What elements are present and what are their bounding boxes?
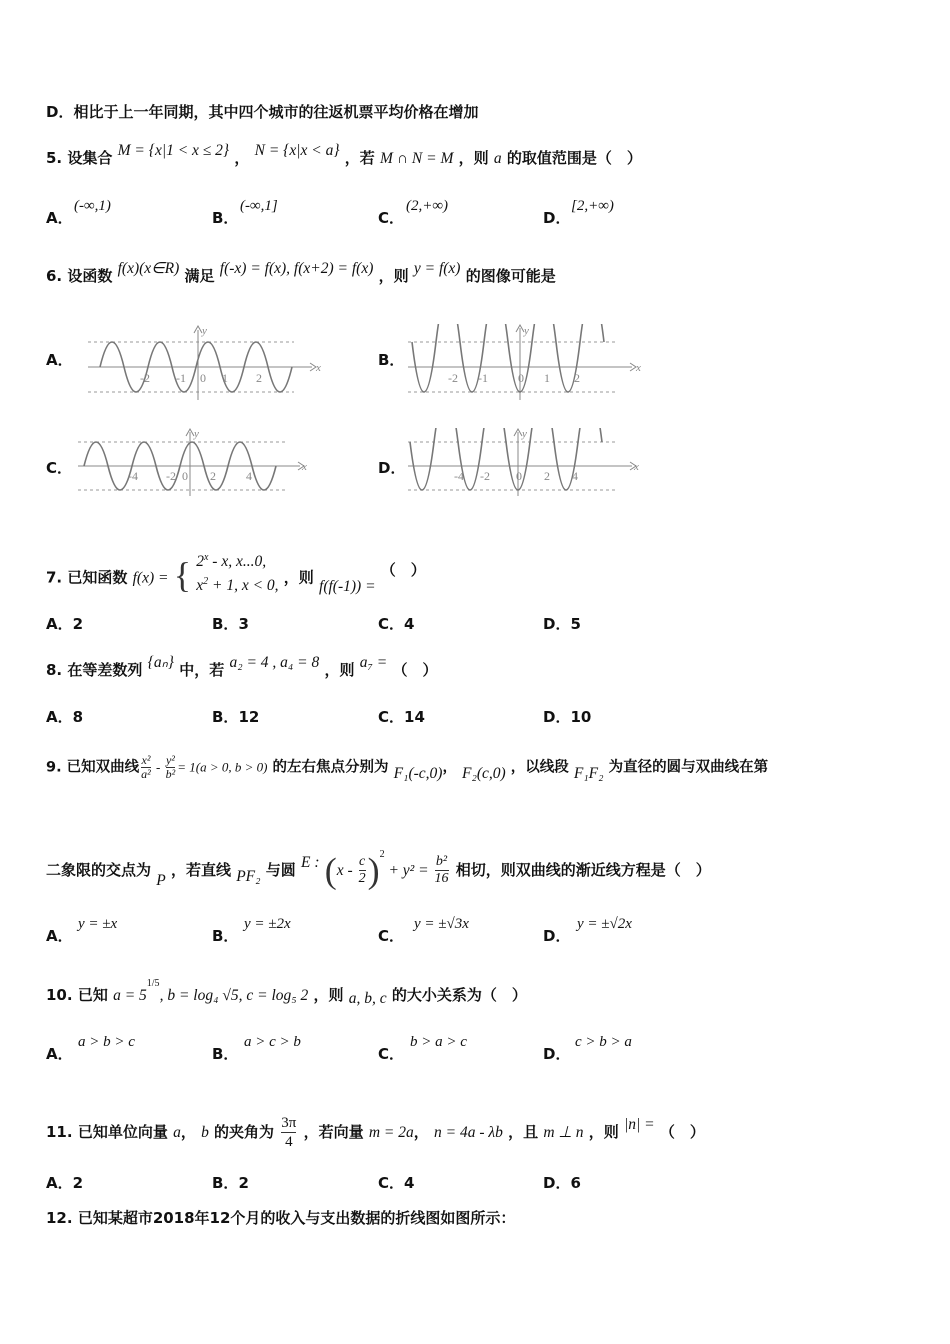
tick-label: 0 <box>182 469 188 483</box>
question-number: 12. <box>46 1209 73 1227</box>
option-value: y = ±√3x <box>414 916 469 932</box>
bc-definition: , b = log₄ √5, c = log₅ 2 <box>159 987 309 1004</box>
fraction-c-2 <box>359 854 366 887</box>
tick-label: -2 <box>140 371 150 385</box>
question-text: 满足 <box>184 267 215 285</box>
question-text: 的图像可能是 <box>465 267 556 285</box>
q11-option-b[interactable] <box>212 1173 249 1193</box>
tick-label: -1 <box>176 371 186 385</box>
question-text: ，则 <box>378 267 409 285</box>
numerator: x² <box>141 753 151 767</box>
option-value: 5 <box>570 615 581 633</box>
numerator: y² <box>165 753 175 767</box>
question-text: 中，若 <box>179 661 225 679</box>
q9-option-c[interactable] <box>378 916 469 946</box>
option-label: D． <box>543 1174 571 1192</box>
question-text: 已知 <box>77 986 108 1004</box>
option-label: A． <box>46 351 73 369</box>
option-value: (2,+∞) <box>406 198 449 214</box>
option-label: D． <box>543 209 571 227</box>
condition: f(-x) = f(x), f(x+2) = f(x) <box>219 260 374 277</box>
question-9 <box>46 754 768 781</box>
question-text: ，若向量 <box>303 1123 364 1141</box>
graph-d <box>404 428 644 498</box>
axis-label-x: x <box>634 461 639 473</box>
exponent: x <box>203 552 209 563</box>
option-label: A． <box>46 1174 73 1192</box>
question-7 <box>46 554 426 602</box>
tick-label: 1 <box>222 371 228 385</box>
option-value: 4 <box>404 615 415 633</box>
option-value: a > b > c <box>78 1034 135 1050</box>
question-text: 与圆 <box>265 861 296 879</box>
question-text: 在等差数列 <box>67 661 143 679</box>
option-value: 10 <box>570 708 592 726</box>
question-number: 6. <box>46 267 63 285</box>
tick-label: 1 <box>544 371 550 385</box>
axis-label-x: x <box>302 461 307 473</box>
function: y = f(x) <box>413 260 461 277</box>
magnitude-n: |n| = <box>624 1116 655 1133</box>
question-12 <box>46 1208 515 1228</box>
denominator: b² <box>165 767 176 781</box>
fraction-y2-b2 <box>166 754 176 781</box>
fraction-b2-16 <box>435 854 449 887</box>
paren-close-icon: ) <box>367 850 380 891</box>
axis-label-x: x <box>636 362 641 374</box>
vector-m: m = 2a <box>368 1124 414 1141</box>
question-10 <box>46 978 527 1008</box>
option-label: D． <box>378 459 406 477</box>
option-value: 2 <box>238 1174 249 1192</box>
q7-option-c[interactable] <box>378 614 414 634</box>
tick-label: 2 <box>544 469 550 483</box>
tick-label: -4 <box>128 469 138 483</box>
option-value: b > a > c <box>410 1034 467 1050</box>
option-label: C． <box>378 1045 405 1063</box>
option-label: D． <box>543 1045 571 1063</box>
option-label: B． <box>212 708 239 726</box>
option-label: B． <box>212 1045 239 1063</box>
circle-name: E : <box>301 854 320 871</box>
question-number: 5. <box>46 149 63 167</box>
option-label: D． <box>543 615 571 633</box>
option-label: A． <box>46 209 73 227</box>
q5-option-d[interactable] <box>543 198 614 228</box>
question-text: 的左右焦点分别为 <box>272 759 389 776</box>
option-label: C． <box>378 1174 405 1192</box>
vector-n: n = 4a - λb <box>434 1124 503 1141</box>
question-text: ，则 <box>283 568 314 587</box>
question-text: 已知某超市2018年12个月的收入与支出数据的折线图如图所示： <box>77 1209 516 1227</box>
q7-option-d[interactable] <box>543 614 581 634</box>
tick-label: -2 <box>166 469 176 483</box>
point-p: P <box>156 872 166 889</box>
option-value: a > c > b <box>244 1034 301 1050</box>
option-label: C． <box>378 927 405 945</box>
q11-option-a[interactable] <box>46 1173 83 1193</box>
circle-term: + y² = <box>384 862 433 879</box>
question-text: （ ） <box>380 560 426 579</box>
question-text: ，则 <box>588 1123 619 1141</box>
question-number: 9. <box>46 759 62 776</box>
tick-label: -4 <box>454 469 464 483</box>
numerator: c <box>358 854 366 869</box>
question-text: 设函数 <box>67 267 113 285</box>
option-value: 4 <box>404 1174 415 1192</box>
option-label: A． <box>46 927 73 945</box>
set-n: N = {x|x < a} <box>254 142 340 159</box>
case-2 <box>196 575 278 599</box>
tick-label: 4 <box>246 469 252 483</box>
case-rest: - x, x...0, <box>208 553 267 570</box>
option-label: C． <box>378 615 405 633</box>
question-number: 10. <box>46 986 73 1004</box>
question-5 <box>46 142 642 169</box>
question-number: 8. <box>46 661 63 679</box>
option-value: c > b > a <box>575 1034 632 1050</box>
axis-label-y: y <box>194 428 199 440</box>
tick-label: 2 <box>210 469 216 483</box>
equation-rhs: = 1(a > 0, b > 0) <box>177 759 268 775</box>
option-label: B． <box>212 927 239 945</box>
piecewise-cases <box>196 551 278 599</box>
graph-a <box>84 324 324 402</box>
option-value: 8 <box>72 708 84 726</box>
q9-option-d[interactable] <box>543 916 632 946</box>
condition: a₂ = 4 , a₄ = 8 <box>229 654 320 671</box>
question-text: 相切，则双曲线的渐近线方程是（ ） <box>455 861 711 879</box>
option-label: D． <box>46 103 74 121</box>
q10-option-b[interactable] <box>212 1034 301 1064</box>
q6-option-a[interactable] <box>46 350 73 370</box>
option-value: y = ±2x <box>244 916 291 932</box>
question-text: 的夹角为 <box>214 1123 275 1141</box>
question-text: ，则 <box>324 661 355 679</box>
question-text: 的取值范围是（ ） <box>506 149 642 167</box>
question-number: 11. <box>46 1123 73 1141</box>
question-text: ，以线段 <box>510 759 569 776</box>
exponent: 2 <box>379 849 385 860</box>
question-text: 二象限的交点为 <box>46 861 152 879</box>
tick-label: 0 <box>516 469 522 483</box>
base: 2 <box>196 553 204 570</box>
a-definition: a = 5 <box>113 987 147 1004</box>
option-value: y = ±x <box>78 916 118 932</box>
axis-label-y: y <box>522 428 527 440</box>
vector-b: b <box>201 1124 209 1141</box>
q11-option-d[interactable] <box>543 1173 581 1193</box>
question-text: 的大小关系为（ ） <box>391 986 527 1004</box>
exponent: 2 <box>203 576 209 587</box>
question-text: 已知单位向量 <box>77 1123 168 1141</box>
q5-option-b[interactable] <box>212 198 278 228</box>
option-label: C． <box>378 708 405 726</box>
expression: f(f(-1)) = <box>319 577 376 595</box>
set-m: M = {x|1 < x ≤ 2} <box>117 142 230 159</box>
question-6 <box>46 260 556 287</box>
question-text: ，若直线 <box>170 861 231 879</box>
q8-option-d[interactable] <box>543 707 591 727</box>
option-value: 6 <box>570 1174 581 1192</box>
option-value: y = ±√2x <box>577 916 632 932</box>
option-label: B． <box>212 615 239 633</box>
punct: ， <box>234 149 250 167</box>
q9-option-b[interactable] <box>212 916 291 946</box>
paren-open-icon: ( <box>324 850 337 891</box>
option-label: A． <box>46 1045 73 1063</box>
segment: F₁F₂ <box>573 764 604 782</box>
punct: ， <box>180 1123 196 1141</box>
tick-label: 0 <box>200 371 206 385</box>
option-value: 12 <box>238 708 260 726</box>
fraction-angle <box>281 1114 296 1151</box>
case-rest: + 1, x < 0, <box>208 577 279 594</box>
option-label: A． <box>46 615 73 633</box>
sequence: {aₙ} <box>147 654 174 671</box>
brace-icon: { <box>173 555 191 595</box>
focus-2: F₂(c,0) <box>462 764 506 782</box>
q6-option-d[interactable] <box>378 458 405 478</box>
question-text: ，则 <box>458 149 489 167</box>
q6-option-b[interactable] <box>378 350 404 370</box>
question-text: ，则 <box>313 986 344 1004</box>
q10-option-c[interactable] <box>378 1034 467 1064</box>
question-text: 已知双曲线 <box>66 759 140 776</box>
q10-option-d[interactable] <box>543 1034 632 1064</box>
axis-label-y: y <box>202 325 207 337</box>
question-number: 7. <box>46 568 63 587</box>
vector-a: a <box>173 1124 181 1141</box>
q8-option-a[interactable] <box>46 707 83 727</box>
option-value: 2 <box>72 615 84 633</box>
target: a₇ = <box>359 654 388 671</box>
tick-label: -2 <box>480 469 490 483</box>
denominator: 16 <box>434 871 449 886</box>
tick-label: 2 <box>256 371 262 385</box>
punct: ， <box>442 759 457 776</box>
exponent: 1/5 <box>146 978 160 989</box>
q8-option-b[interactable] <box>212 707 259 727</box>
tick-label: -2 <box>448 371 458 385</box>
question-text: ，且 <box>508 1123 539 1141</box>
case-1 <box>196 551 278 575</box>
axis-label-x: x <box>316 362 321 374</box>
operator: - <box>152 759 164 775</box>
question-text: 为直径的圆与双曲线在第 <box>608 759 769 776</box>
question-11 <box>46 1114 705 1151</box>
option-label: D． <box>543 927 571 945</box>
q7-option-a[interactable] <box>46 614 83 634</box>
q6-option-c[interactable] <box>46 458 72 478</box>
condition: M ∩ N = M <box>380 150 454 167</box>
focus-1: F₁(-c,0) <box>393 764 443 782</box>
question-8 <box>46 654 438 681</box>
variables: a, b, c <box>348 990 387 1007</box>
denominator: 2 <box>358 871 366 886</box>
option-label: D． <box>543 708 571 726</box>
denominator: 4 <box>285 1134 293 1150</box>
denominator: a² <box>141 767 151 781</box>
q5-option-c[interactable] <box>378 198 449 228</box>
option-value: (-∞,1) <box>74 198 111 214</box>
option-label: B． <box>378 351 405 369</box>
tick-label: 0 <box>518 371 524 385</box>
circle-term: x - <box>336 862 357 879</box>
fraction-x2-a2 <box>141 754 151 781</box>
q11-option-c[interactable] <box>378 1173 414 1193</box>
tick-label: -1 <box>478 371 488 385</box>
question-text: 设集合 <box>67 149 113 167</box>
tick-label: 2 <box>574 371 580 385</box>
option-label: C． <box>378 209 405 227</box>
q7-option-b[interactable] <box>212 614 249 634</box>
numerator: 3π <box>281 1115 297 1131</box>
question-text: 已知函数 <box>67 568 128 587</box>
numerator: b² <box>435 854 448 869</box>
option-value: 2 <box>72 1174 84 1192</box>
graph-b <box>404 324 644 402</box>
option-value: 3 <box>238 615 249 633</box>
base: x <box>196 577 204 594</box>
tick-label: 4 <box>572 469 578 483</box>
variable: a <box>493 150 502 167</box>
option-label: B． <box>212 1174 239 1192</box>
graph-c <box>74 428 314 498</box>
option-label: B． <box>212 209 239 227</box>
question-text: （ ） <box>659 1123 705 1141</box>
line-pf2: PF₂ <box>236 868 261 885</box>
option-value: (-∞,1] <box>240 198 278 214</box>
option-value: [2,+∞) <box>571 198 614 214</box>
punct: ， <box>413 1123 429 1141</box>
q8-option-c[interactable] <box>378 707 425 727</box>
q10-option-a[interactable] <box>46 1034 135 1064</box>
q5-option-a[interactable] <box>46 198 111 228</box>
option-value: 14 <box>404 708 425 726</box>
q9-option-a[interactable] <box>46 916 118 946</box>
perpendicular-condition: m ⊥ n <box>543 1124 584 1141</box>
question-text: （ ） <box>392 661 438 679</box>
option-label: A． <box>46 708 73 726</box>
q4-option-d <box>46 102 478 122</box>
axis-label-y: y <box>524 325 529 337</box>
function: f(x)(x∈R) <box>117 260 180 277</box>
option-text: 相比于上一年同期，其中四个城市的往返机票平均价格在增加 <box>73 103 479 121</box>
option-label: C． <box>46 459 73 477</box>
question-9-line-2 <box>46 849 711 891</box>
function: f(x) = <box>132 569 169 587</box>
question-text: ，若 <box>344 149 375 167</box>
